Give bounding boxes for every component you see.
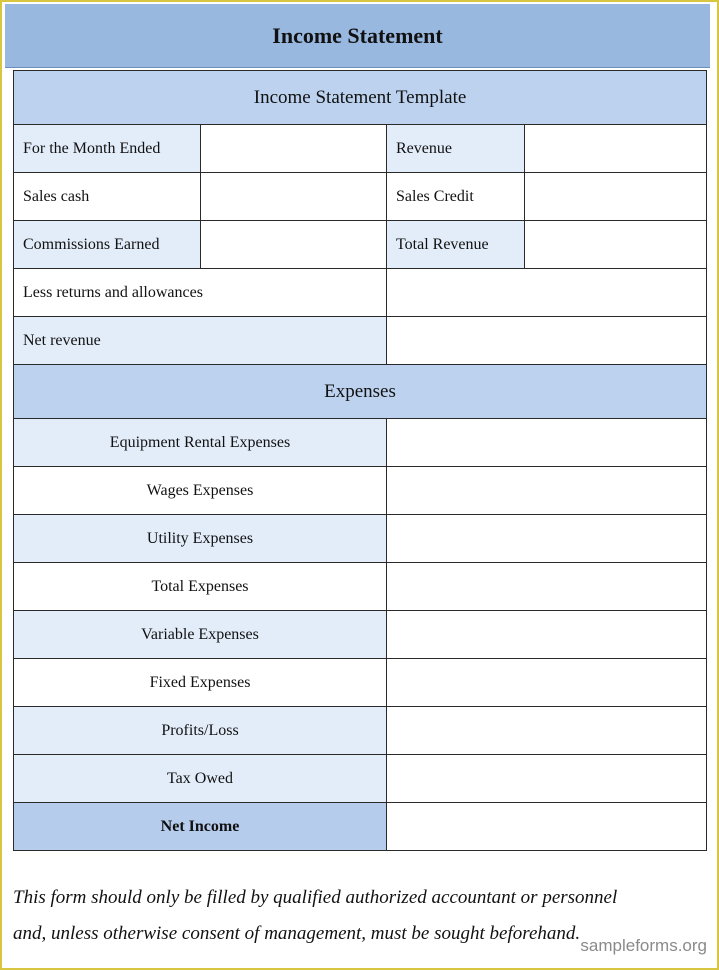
less-returns-label: Less returns and allowances	[14, 269, 387, 317]
expenses-title: Expenses	[14, 365, 707, 419]
commissions-field[interactable]	[201, 221, 387, 269]
fixed-expenses-label: Fixed Expenses	[14, 659, 387, 707]
revenue-field[interactable]	[525, 125, 707, 173]
utility-label: Utility Expenses	[14, 515, 387, 563]
sales-credit-label: Sales Credit	[387, 173, 525, 221]
table-row	[14, 755, 707, 803]
page-title: Income Statement	[5, 4, 710, 68]
commissions-label: Commissions Earned	[14, 221, 201, 269]
profits-loss-field[interactable]	[387, 707, 707, 755]
less-returns-field[interactable]	[387, 269, 707, 317]
wages-label: Wages Expenses	[14, 467, 387, 515]
net-revenue-label: Net revenue	[14, 317, 387, 365]
table-row	[14, 173, 707, 221]
month-ended-label: For the Month Ended	[14, 125, 201, 173]
table-row	[14, 467, 707, 515]
table-row	[14, 221, 707, 269]
table-row	[14, 317, 707, 365]
table-row	[14, 269, 707, 317]
month-ended-field[interactable]	[201, 125, 387, 173]
table-row	[14, 659, 707, 707]
net-revenue-field[interactable]	[387, 317, 707, 365]
table-row	[14, 125, 707, 173]
total-revenue-label: Total Revenue	[387, 221, 525, 269]
total-revenue-field[interactable]	[525, 221, 707, 269]
profits-loss-label: Profits/Loss	[14, 707, 387, 755]
sales-cash-label: Sales cash	[14, 173, 201, 221]
equipment-rental-label: Equipment Rental Expenses	[14, 419, 387, 467]
footer-note-line: and, unless otherwise consent of management, must be sought beforehand.	[13, 923, 581, 944]
table-row	[14, 515, 707, 563]
sales-cash-field[interactable]	[201, 173, 387, 221]
tax-owed-label: Tax Owed	[14, 755, 387, 803]
table-row	[14, 419, 707, 467]
footer-note-line: This form should only be filled by qualified authorized accountant or personnel	[13, 887, 618, 908]
tax-owed-field[interactable]	[387, 755, 707, 803]
total-expenses-label: Total Expenses	[14, 563, 387, 611]
watermark: sampleforms.org	[580, 936, 707, 955]
revenue-label: Revenue	[387, 125, 525, 173]
table-row	[14, 611, 707, 659]
section-header-expenses	[14, 365, 707, 419]
wages-field[interactable]	[387, 467, 707, 515]
total-expenses-field[interactable]	[387, 563, 707, 611]
template-title: Income Statement Template	[14, 71, 707, 125]
sales-credit-field[interactable]	[525, 173, 707, 221]
table-row	[14, 563, 707, 611]
table-row	[14, 803, 707, 851]
net-income-label: Net Income	[14, 803, 387, 851]
table-row	[14, 707, 707, 755]
net-income-field[interactable]	[387, 803, 707, 851]
utility-field[interactable]	[387, 515, 707, 563]
fixed-expenses-field[interactable]	[387, 659, 707, 707]
variable-expenses-label: Variable Expenses	[14, 611, 387, 659]
income-statement-table	[13, 70, 707, 851]
section-header-template	[14, 71, 707, 125]
equipment-rental-field[interactable]	[387, 419, 707, 467]
variable-expenses-field[interactable]	[387, 611, 707, 659]
